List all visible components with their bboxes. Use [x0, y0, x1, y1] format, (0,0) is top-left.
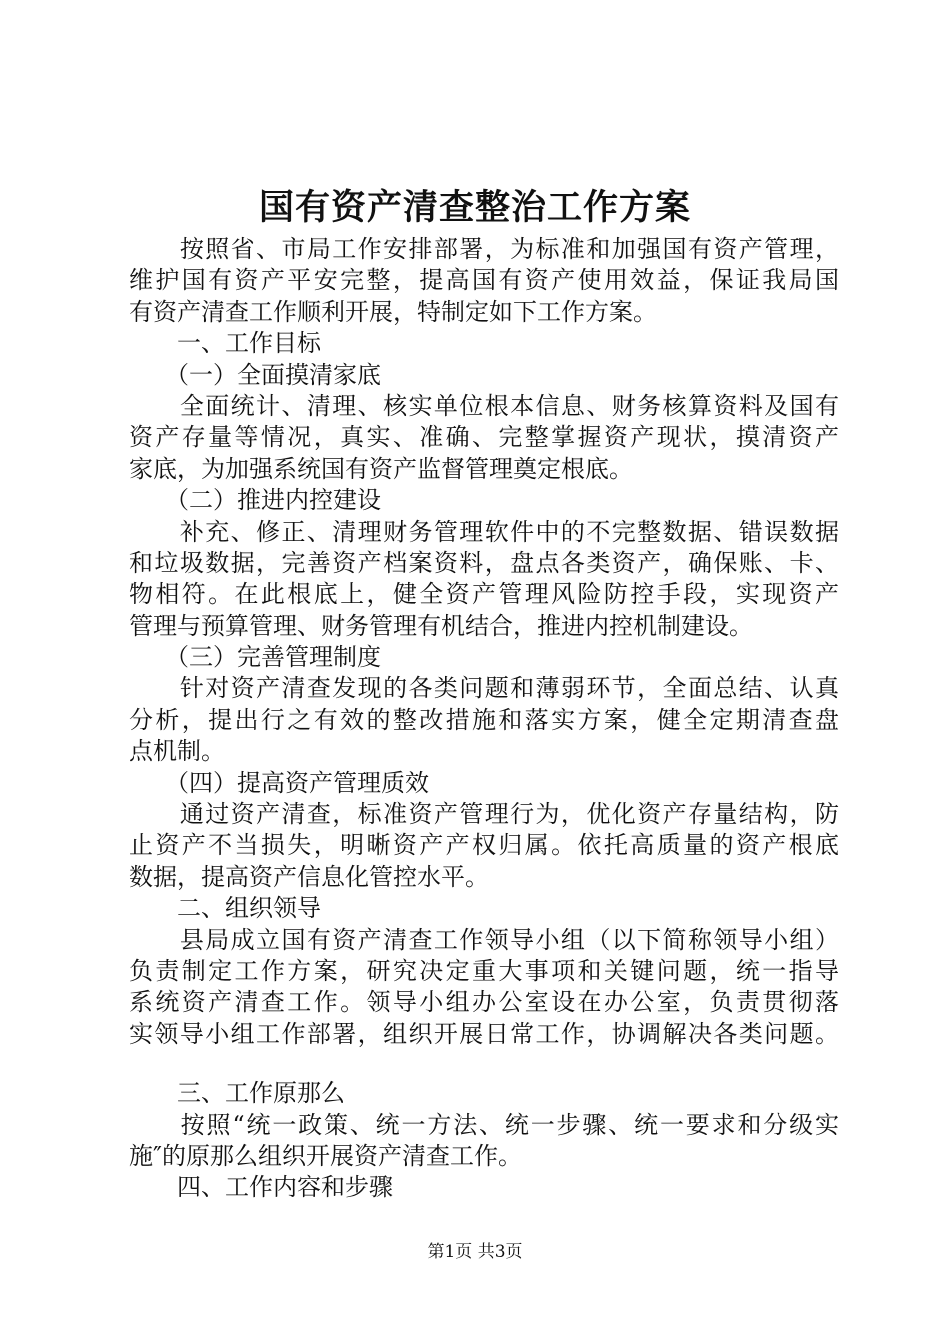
paragraph-line: 资产存量等情况，真实、准确、完整掌握资产现状，摸清资产	[129, 423, 839, 452]
section-heading: 二、组织领导	[129, 894, 321, 923]
paragraph-line: 分析，提出行之有效的整改措施和落实方案，健全定期清查盘	[129, 705, 839, 734]
section-heading: 三、工作原那么	[129, 1079, 345, 1108]
paragraph-line: 通过资产清查，标准资产管理行为，优化资产存量结构，防	[129, 800, 839, 829]
paragraph-line: 补充、修正、清理财务管理软件中的不完整数据、错误数据	[129, 517, 839, 546]
paragraph-line: 按照“统一政策、统一方法、统一步骤、统一要求和分级实	[129, 1110, 839, 1139]
paragraph-line: 点机制。	[129, 737, 225, 766]
paragraph-line: 家底，为加强系统国有资产监督管理奠定根底。	[129, 454, 633, 483]
section-heading: 一、工作目标	[129, 329, 321, 358]
paragraph-line: 县局成立国有资产清查工作领导小组（以下简称领导小组）	[129, 925, 839, 954]
paragraph-line: 负责制定工作方案，研究决定重大事项和关键问题，统一指导	[129, 956, 839, 985]
paragraph-line: 物相符。在此根底上，健全资产管理风险防控手段，实现资产	[129, 580, 839, 609]
paragraph-line: 按照省、市局工作安排部署，为标准和加强国有资产管理，	[129, 235, 839, 263]
paragraph-line: 维护国有资产平安完整，提高国有资产使用效益，保证我局国	[129, 266, 839, 295]
subsection-heading: （四）提高资产管理质效	[129, 768, 429, 797]
document-title: 国有资产清查整治工作方案	[258, 187, 691, 228]
paragraph-line: 施″的原那么组织开展资产清查工作。	[129, 1141, 522, 1170]
subsection-heading: （二）推进内控建设	[129, 486, 381, 515]
paragraph-line: 全面统计、清理、核实单位根本信息、财务核算资料及国有	[129, 391, 839, 420]
paragraph-line: 数据，提高资产信息化管控水平。	[129, 862, 489, 891]
page-footer: 第1页 共3页	[427, 1242, 523, 1262]
paragraph-line: 和垃圾数据，完善资产档案资料，盘点各类资产，确保账、卡、	[129, 548, 839, 577]
paragraph-line: 实领导小组工作部署，组织开展日常工作，协调解决各类问题。	[129, 1019, 839, 1048]
paragraph-line: 管理与预算管理、财务管理有机结合，推进内控机制建设。	[129, 611, 753, 640]
blank-line	[129, 1050, 839, 1078]
section-heading: 四、工作内容和步骤	[129, 1173, 393, 1202]
paragraph-line: 止资产不当损失，明晰资产产权归属。依托高质量的资产根底	[129, 831, 839, 860]
paragraph-line: 有资产清查工作顺利开展，特制定如下工作方案。	[129, 297, 657, 326]
paragraph-line: 针对资产清查发现的各类问题和薄弱环节，全面总结、认真	[129, 674, 839, 703]
subsection-heading: （一）全面摸清家底	[129, 360, 381, 389]
paragraph-line: 系统资产清查工作。领导小组办公室设在办公室，负责贯彻落	[129, 988, 839, 1017]
subsection-heading: （三）完善管理制度	[129, 643, 381, 672]
document-body	[129, 234, 839, 1204]
